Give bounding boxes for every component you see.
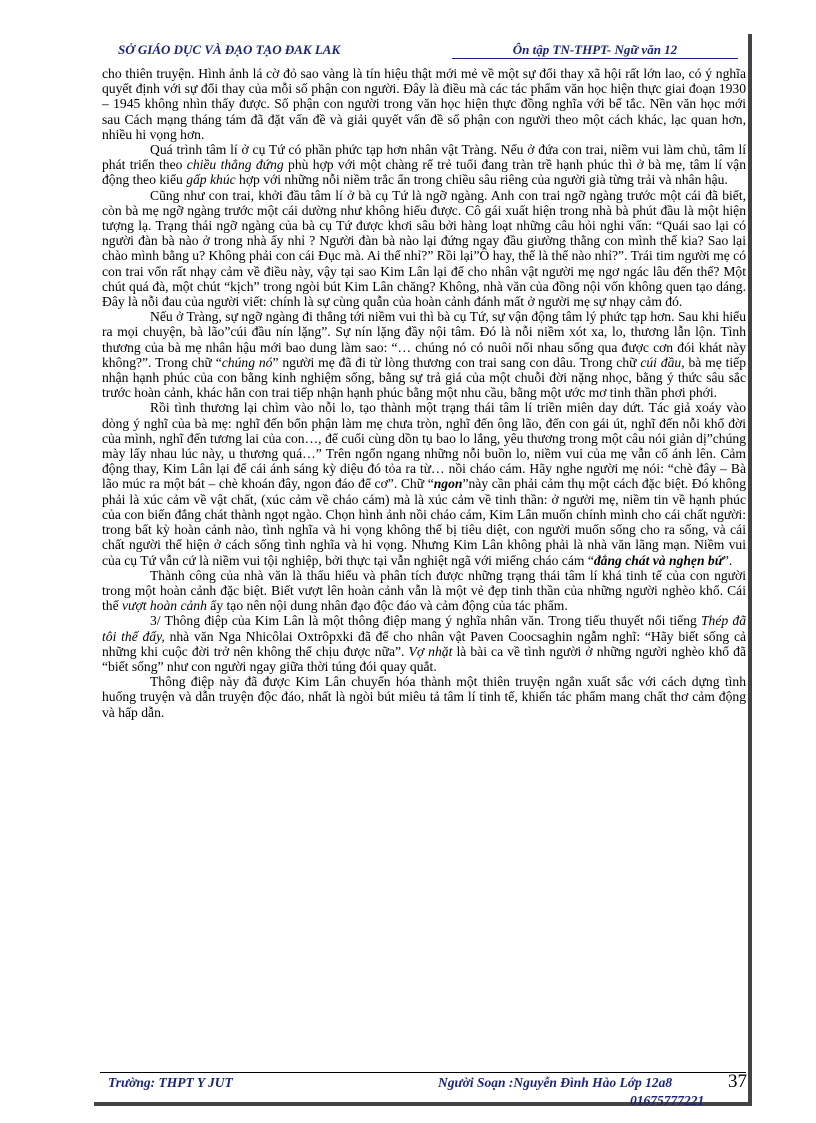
- document-body: [102, 66, 746, 720]
- page-number: 37: [728, 1071, 747, 1092]
- emphasis-text: Vợ nhặt: [408, 643, 453, 659]
- emphasis-text: ngon: [433, 476, 463, 492]
- emphasis-text: đắng chát và nghẹn bứ: [593, 552, 723, 568]
- footer-phone: 01675777221: [630, 1093, 705, 1108]
- footer-school: Trường: THPT Y JUT: [108, 1075, 233, 1090]
- emphasis-text: chúng nó: [221, 354, 273, 370]
- paragraph: [102, 309, 746, 400]
- footer-author: Người Soạn :Nguyễn Đình Hào Lớp 12a8: [438, 1075, 673, 1090]
- emphasis-text: cúi đầu,: [640, 354, 685, 370]
- paragraph-text: nhà văn Nga Nhicôlai Oxtrôpxki đã để cho nhân vật Paven Coocsaghin ngẫm nghĩ: “Hãy biết sống cả những khi cuộc đời trở nên không thể chịu được nữa”.: [102, 628, 747, 659]
- paragraph-text: Thông điệp này đã được Kim Lân chuyển hóa thành một thiên truyện ngắn xuất sắc với cách dựng tình huống truyện và dẫn truyện độc đáo, nhất là ngòi bút miêu tả tâm lí tinh tế, khiến tác phẩm mang chất thơ cảm động và hấp dẫn.: [102, 674, 746, 720]
- emphasis-text: chiều thẳng đứng: [186, 157, 284, 173]
- page-header: [100, 38, 746, 62]
- emphasis-text: gấp khúc: [186, 172, 236, 188]
- emphasis-text: Thép đã tôi thế đấy,: [102, 613, 746, 644]
- paragraph: [102, 188, 746, 310]
- emphasis-text: vượt hoàn cảnh: [122, 598, 207, 614]
- paragraph-text: 3/ Thông điệp của Kim Lân là một thông điệp mang ý nghĩa nhân văn. Trong tiểu thuyết nổi tiếng: [150, 613, 701, 629]
- paragraph: [102, 568, 746, 614]
- paragraph-text: là bài ca về tình người ở những người nghèo khổ đã “biết sống” như con người ngay giữa thời túng đói quay quắt.: [102, 643, 746, 674]
- paragraph: [102, 142, 746, 188]
- paragraph-text: cho thiên truyện. Hình ảnh lá cờ đỏ sao vàng là tín hiệu thật mới mẻ về một sự đổi thay xã hội rất lớn lao, có ý nghĩa quyết định với sự đổi thay của mỗi số phận con người. Đây là điều mà các tác phẩm văn học hiện thực giai đoạn 1930 – 1945 không nhìn thấy được. Số phận con người trong văn học hiện thực đồng nghĩa với bế tắc. Nền văn học mới sau Cách mạng tháng tám đã đặt vấn đề và giải quyết vấn đề số phận con người theo một cách khác, lạc quan hơn, nhiều hi vọng hơn.: [102, 66, 746, 142]
- paragraph-text: ”này cần phải cảm thụ một cách đặc biệt. Đó không phải là xúc cảm về vật chất, (xúc cảm về cháo cám) mà là xúc cảm về tinh thần: ở người mẹ, niềm tin về hạnh phúc của con biến đắng chát thành ngọt ngào. Chọn hình ảnh nồi cháo cám, Kim Lân muốn chính mình cho cái chất người: trong bất kỳ hoàn cảnh nào, tình nghĩa và hi vọng không thể bị tiêu diệt, con người muốn sống cho ra sống, và cái chất người thể hiện ở cách sống tình nghĩa và hi vọng. Nhưng Kim Lân không phải là nhà văn lãng mạn. Niềm vui của cụ Tứ vẫn cứ là niềm vui tội nghiệp, bởi thực tại vẫn nghiệt ngã với miếng cháo cám “: [102, 476, 747, 568]
- paragraph-text: hợp với những nỗi niềm trắc ẩn trong chiều sâu riêng của người già từng trải và nhân hậu.: [235, 172, 728, 188]
- paragraph-text: Rồi tình thương lại chìm vào nỗi lo, tạo thành một trạng thái tâm lí triền miên day dứt. Tác giả xoáy vào dòng ý nghĩ của bà mẹ: nghĩ đến bổn phận làm mẹ chưa tròn, nghĩ đến ông lão, đến con gái út, nghĩ đến nỗi khổ đời của mình, nghĩ đến tương lai của con…, để cuối cùng dồn tụ bao lo lắng, yêu thương trong một câu nói giản dị”chúng mày lấy nhau lúc này, u thương quá…” Trên ngổn ngang những nỗi buồn lo, niềm vui của mẹ vẫn cố ánh lên. Cảm động thay, Kim Lân lại để cái ánh sáng kỳ diệu đó tỏa ra từ… nồi cháo cám. Hãy nghe người mẹ nói: “chè đây – Bà lão múc ra một bát – chè khoán đây, ngon đáo để cơ”. Chữ “: [102, 400, 746, 492]
- paragraph: [102, 613, 746, 674]
- paragraph-text: ”.: [722, 552, 733, 568]
- paragraph-text: Thành công của nhà văn là thấu hiểu và phân tích được những trạng thái tâm lí khá tinh tế của con người trong một hoàn cảnh đặc biệt. Biết vượt lên hoàn cảnh vẫn là một vẻ đẹp tinh thần của những người nghèo khổ. Cái thế: [102, 567, 746, 614]
- paragraph-text: Nếu ở Tràng, sự ngỡ ngàng đi thẳng tới niềm vui thì bà cụ Tứ, sự vận động tâm lý phức tạp hơn. Sau khi hiểu ra mọi chuyện, bà lão”cúi đầu nín lặng”. Sự nín lặng đầy nội tâm. Đó là nỗi niềm xót xa, lo, thương lẫn lộn. Tình thương của bà mẹ nhân hậu mới bao dung làm sao: “… chúng nó có nuôi nổi nhau sống qua được cơn đói khát này không?”. Trong chữ “: [102, 309, 746, 370]
- paragraph-text: ấy tạo nên nội dung nhân đạo độc đáo và cảm động của tác phẩm.: [206, 598, 568, 614]
- header-subject: Ôn tập TN-THPT- Ngữ văn 12: [452, 42, 738, 59]
- paragraph-text: bà mẹ tiếp nhận hạnh phúc của con bằng kinh nghiệm sống, bằng sự trả giá của một chuỗi đời nặng nhọc, bằng ý thức sâu sắc trước hoàn cảnh, khác hẳn con trai tiếp nhận hạnh phúc bằng một nhu cầu, bằng một ước mơ tinh thần phơi phới.: [102, 354, 747, 401]
- paragraph-text: Quá trình tâm lí ở cụ Tứ có phần phức tạp hơn nhân vật Tràng. Nếu ở đứa con trai, niềm vui làm chủ, tâm lí phát triển theo: [102, 142, 746, 173]
- paragraph: [102, 66, 746, 142]
- paragraph: [102, 400, 746, 567]
- paragraph: [102, 674, 746, 720]
- paragraph-text: phù hợp với một chàng rể trẻ tuổi đang tràn trề hạnh phúc thì ở bà mẹ, tâm lí vận động theo kiểu: [102, 157, 746, 188]
- paragraph-text: ” người mẹ đã đi từ lòng thương con trai sang con dâu. Trong chữ: [272, 354, 641, 370]
- paragraph-text: Cũng như con trai, khởi đầu tâm lí ở bà cụ Tứ là ngỡ ngàng. Anh con trai ngỡ ngàng trước một cái đã biết, còn bà mẹ ngỡ ngàng trước một cái dường như không hiểu được. Cô gái xuất hiện trong nhà bà phút đầu là một hiện tượng lạ. Trạng thái ngỡ ngàng của bà cụ Tứ được khơi sâu bởi hàng loạt những câu hỏi nghi vấn: “Quái sao lại có người đàn bà nào ở trong nhà ấy nhỉ ? Người đàn bà nào lại đứng ngay đầu giường thằng con mình thế kia? Sao lại chào mình bằng u? Không phải con cái Đục mà. Ai thế nhỉ?” Rồi lại”Ô hay, thế là thế nào nhỉ?”. Trái tim người mẹ có con trai vốn rất nhạy cảm về điều này, vậy tại sao Kim Lân lại để cho nhân vật người mẹ ngơ ngác lâu đến thế? Một chút quá đà, một chút “kịch” trong ngòi bút Kim Lân chăng? Không, nhà văn của đồng nội vốn không quen tạo dáng. Đây là nỗi đau của người viết: chính là sự cùng quẫn của hoàn cảnh đánh mất ở người mẹ sự nhạy cảm đó.: [102, 187, 746, 310]
- footer-divider: [100, 1072, 746, 1073]
- header-department: SỞ GIÁO DỤC VÀ ĐẠO TẠO ĐAK LAK: [118, 42, 341, 57]
